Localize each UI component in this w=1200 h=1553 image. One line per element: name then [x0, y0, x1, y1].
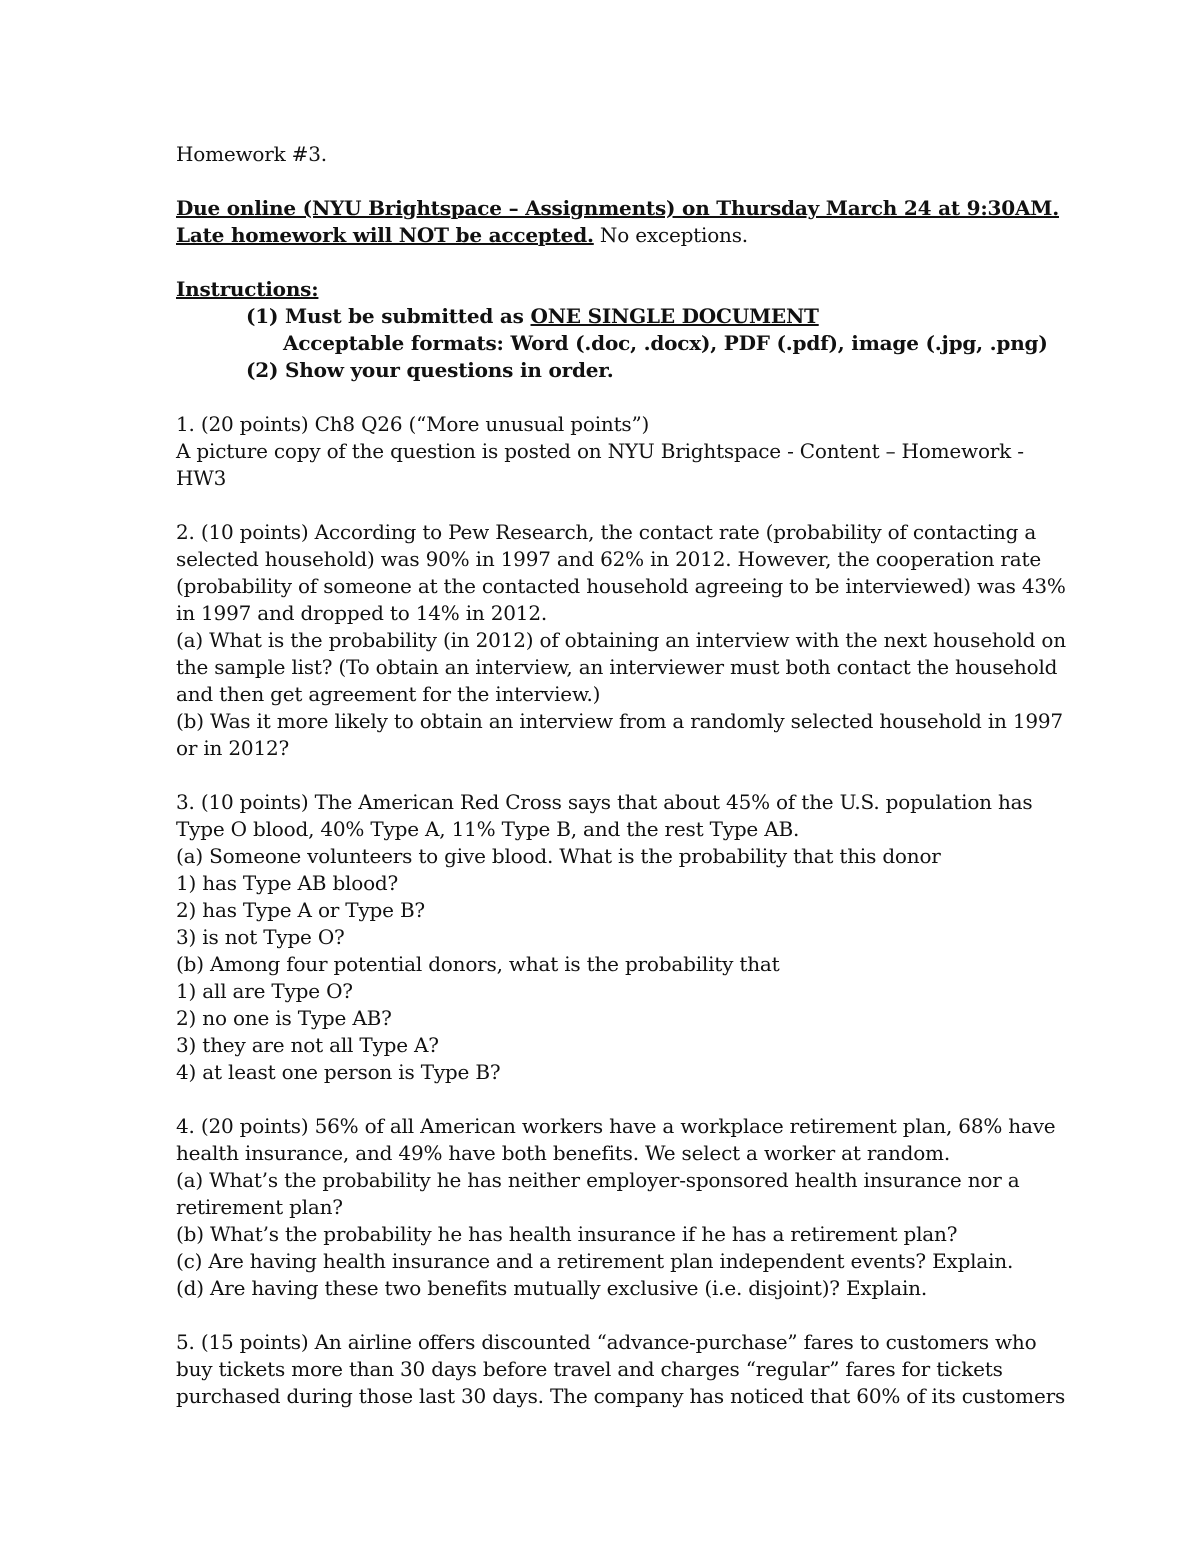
question-line: HW3: [176, 466, 227, 490]
question-line: retirement plan?: [176, 1195, 343, 1219]
question-line: (a) What is the probability (in 2012) of obtaining an interview with the next household on: [176, 628, 1066, 652]
question-4: [176, 1113, 1056, 1302]
question-line: in 1997 and dropped to 14% in 2012.: [176, 601, 547, 625]
question-line: 2) no one is Type AB?: [176, 1006, 392, 1030]
question-line: 1) all are Type O?: [176, 979, 353, 1003]
question-line: and then get agreement for the interview.): [176, 682, 601, 706]
question-line: (c) Are having health insurance and a retirement plan independent events? Explain.: [176, 1249, 1014, 1273]
question-line: 3. (10 points) The American Red Cross says that about 45% of the U.S. population has: [176, 790, 1033, 814]
spacer: [176, 249, 1036, 276]
spacer: [176, 1302, 1036, 1329]
question-line: (b) Among four potential donors, what is the probability that: [176, 952, 780, 976]
question-line: (probability of someone at the contacted household agreeing to be interviewed) was 43%: [176, 574, 1066, 598]
question-line: 3) is not Type O?: [176, 925, 345, 949]
question-line: 1. (20 points) Ch8 Q26 (“More unusual points”): [176, 412, 650, 436]
question-line: (a) Someone volunteers to give blood. What is the probability that this donor: [176, 844, 941, 868]
question-line: (b) What’s the probability he has health insurance if he has a retirement plan?: [176, 1222, 958, 1246]
instruction-item-2: (2) Show your questions in order.: [246, 358, 614, 382]
instructions-heading: Instructions:: [176, 277, 319, 301]
spacer: [176, 384, 1036, 411]
spacer: [176, 1086, 1036, 1113]
question-line: health insurance, and 49% have both benefits. We select a worker at random.: [176, 1141, 950, 1165]
question-line: or in 2012?: [176, 736, 290, 760]
question-line: buy tickets more than 30 days before travel and charges “regular” fares for tickets: [176, 1357, 1003, 1381]
question-line: 5. (15 points) An airline offers discounted “advance-purchase” fares to customers who: [176, 1330, 1037, 1354]
question-line: 2) has Type A or Type B?: [176, 898, 425, 922]
question-line: (a) What’s the probability he has neither employer-sponsored health insurance nor a: [176, 1168, 1020, 1192]
instruction-formats: Acceptable formats: Word (.doc, .docx), PDF (.pdf), image (.jpg, .png): [283, 331, 1048, 355]
instruction-item-1-underlined: ONE SINGLE DOCUMENT: [530, 304, 819, 328]
question-line: 4. (20 points) 56% of all American workers have a workplace retirement plan, 68% have: [176, 1114, 1056, 1138]
due-date-line: Due online (NYU Brightspace – Assignments) on Thursday March 24 at 9:30AM.: [176, 196, 1060, 220]
question-line: selected household) was 90% in 1997 and 62% in 2012. However, the cooperation rate: [176, 547, 1041, 571]
late-policy-bold: Late homework will NOT be accepted.: [176, 223, 594, 247]
question-line: 2. (10 points) According to Pew Research, the contact rate (probability of contacting a: [176, 520, 1037, 544]
question-3: [176, 789, 1036, 1086]
question-line: (b) Was it more likely to obtain an interview from a randomly selected household in 1997: [176, 709, 1063, 733]
question-line: 1) has Type AB blood?: [176, 871, 399, 895]
question-5: [176, 1329, 1066, 1410]
question-line: purchased during those last 30 days. The company has noticed that 60% of its customers: [176, 1384, 1066, 1408]
question-line: Type O blood, 40% Type A, 11% Type B, and the rest Type AB.: [176, 817, 800, 841]
late-policy-rest: No exceptions.: [593, 223, 748, 247]
question-line: 3) they are not all Type A?: [176, 1033, 439, 1057]
late-policy-line: [176, 222, 1036, 249]
spacer: [176, 492, 1036, 519]
spacer: [176, 168, 1036, 195]
question-line: (d) Are having these two benefits mutually exclusive (i.e. disjoint)? Explain.: [176, 1276, 928, 1300]
question-line: 4) at least one person is Type B?: [176, 1060, 501, 1084]
spacer: [176, 762, 1036, 789]
instruction-item-1: [176, 303, 1036, 330]
question-1: [176, 411, 1036, 492]
question-line: the sample list? (To obtain an interview, an interviewer must both contact the household: [176, 655, 1058, 679]
question-line: A picture copy of the question is posted on NYU Brightspace - Content – Homework -: [176, 439, 1024, 463]
document-page: [176, 141, 1066, 1410]
homework-title: Homework #3.: [176, 142, 327, 166]
question-2: [176, 519, 1066, 762]
instruction-item-1-prefix: (1) Must be submitted as: [246, 304, 531, 328]
